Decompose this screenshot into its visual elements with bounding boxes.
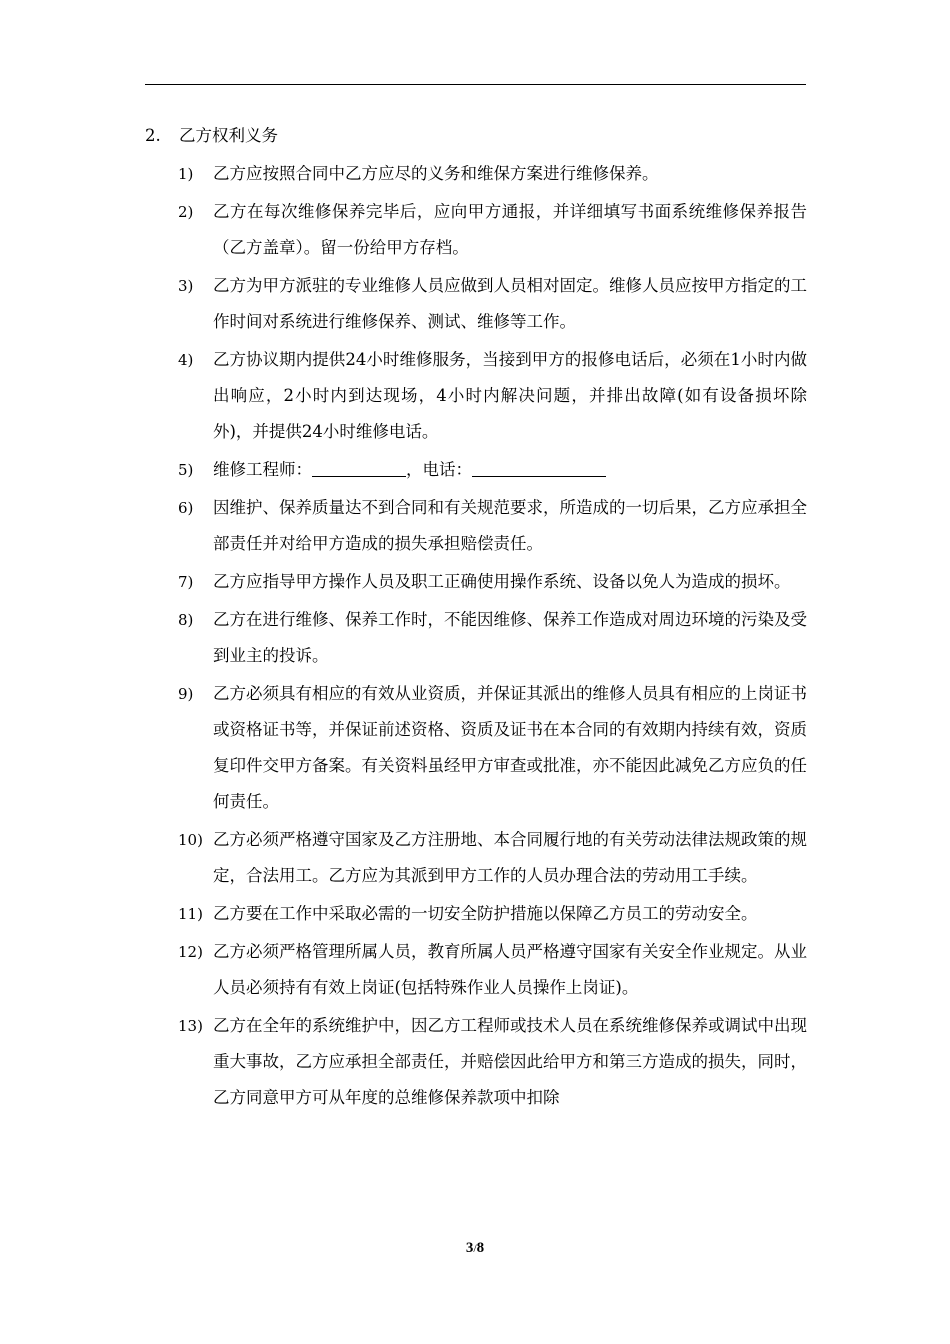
list-item-9 bbox=[145, 676, 807, 820]
item-number: 8) bbox=[178, 611, 194, 629]
item-number: 11) bbox=[178, 905, 203, 923]
item-number: 7) bbox=[178, 573, 194, 591]
phone-number-blank[interactable] bbox=[472, 454, 606, 477]
list-item-3 bbox=[145, 268, 807, 340]
item-number: 4) bbox=[178, 351, 194, 369]
header-rule bbox=[145, 84, 806, 85]
list-item-6 bbox=[145, 490, 807, 562]
section-heading bbox=[145, 118, 807, 154]
item-number: 2) bbox=[178, 203, 194, 221]
section-title: 乙方权利义务 bbox=[179, 126, 278, 145]
item-text: 乙方必须严格管理所属人员，教育所属人员严格遵守国家有关安全作业规定。从业人员必须持有有效上岗证(包括特殊作业人员操作上岗证)。 bbox=[213, 942, 807, 997]
item-number: 5) bbox=[178, 461, 194, 479]
page-number bbox=[0, 1240, 950, 1257]
item-text: 乙方要在工作中采取必需的一切安全防护措施以保障乙方员工的劳动安全。 bbox=[213, 904, 758, 923]
item-text: 乙方应按照合同中乙方应尽的义务和维保方案进行维修保养。 bbox=[213, 164, 659, 183]
item-number: 1) bbox=[178, 165, 194, 183]
list-item-4 bbox=[145, 342, 807, 450]
item-text: 乙方在每次维修保养完毕后，应向甲方通报，并详细填写书面系统维修保养报告（乙方盖章）。留一份给甲方存档。 bbox=[213, 202, 807, 257]
list-item-12 bbox=[145, 934, 807, 1006]
list-item-11 bbox=[145, 896, 807, 932]
list-item-10 bbox=[145, 822, 807, 894]
page-separator: / bbox=[473, 1241, 477, 1255]
page-total: 8 bbox=[476, 1240, 485, 1256]
phone-label: ，电话： bbox=[406, 460, 472, 479]
item-number: 6) bbox=[178, 499, 194, 517]
item-text: 乙方协议期内提供24小时维修服务，当接到甲方的报修电话后，必须在1小时内做出响应，2小时内到达现场，4小时内解决问题，并排出故障(如有设备损坏除外)，并提供24小时维修电话。 bbox=[213, 350, 807, 441]
item-text: 乙方在进行维修、保养工作时，不能因维修、保养工作造成对周边环境的污染及受到业主的投诉。 bbox=[213, 610, 807, 665]
document-body bbox=[145, 118, 807, 1118]
section-number: 2. bbox=[145, 126, 161, 145]
list-item-2 bbox=[145, 194, 807, 266]
item-text: 乙方必须严格遵守国家及乙方注册地、本合同履行地的有关劳动法律法规政策的规定，合法用工。乙方应为其派到甲方工作的人员办理合法的劳动用工手续。 bbox=[213, 830, 807, 885]
item-number: 13) bbox=[178, 1017, 203, 1035]
item-text: 乙方在全年的系统维护中，因乙方工程师或技术人员在系统维修保养或调试中出现重大事故，乙方应承担全部责任，并赔偿因此给甲方和第三方造成的损失，同时，乙方同意甲方可从年度的总维修保养款项中扣除 bbox=[213, 1016, 807, 1107]
engineer-name-blank[interactable] bbox=[312, 454, 406, 477]
item-text: 乙方为甲方派驻的专业维修人员应做到人员相对固定。维修人员应按甲方指定的工作时间对系统进行维修保养、测试、维修等工作。 bbox=[213, 276, 807, 331]
engineer-label: 维修工程师： bbox=[213, 460, 312, 479]
item-text bbox=[213, 452, 807, 488]
page-current: 3 bbox=[465, 1240, 474, 1256]
item-text: 乙方应指导甲方操作人员及职工正确使用操作系统、设备以免人为造成的损坏。 bbox=[213, 572, 791, 591]
item-number: 3) bbox=[178, 277, 194, 295]
list-item-8 bbox=[145, 602, 807, 674]
list-item-5 bbox=[145, 452, 807, 488]
item-text: 乙方必须具有相应的有效从业资质，并保证其派出的维修人员具有相应的上岗证书或资格证书等，并保证前述资格、资质及证书在本合同的有效期内持续有效，资质复印件交甲方备案。有关资料虽经甲方审查或批准，亦不能因此减免乙方应负的任何责任。 bbox=[213, 684, 807, 811]
item-number: 12) bbox=[178, 943, 203, 961]
item-number: 10) bbox=[178, 831, 203, 849]
list-item-7 bbox=[145, 564, 807, 600]
item-text: 因维护、保养质量达不到合同和有关规范要求，所造成的一切后果，乙方应承担全部责任并对给甲方造成的损失承担赔偿责任。 bbox=[213, 498, 807, 553]
item-number: 9) bbox=[178, 685, 194, 703]
list-item-13 bbox=[145, 1008, 807, 1116]
list-item-1 bbox=[145, 156, 807, 192]
